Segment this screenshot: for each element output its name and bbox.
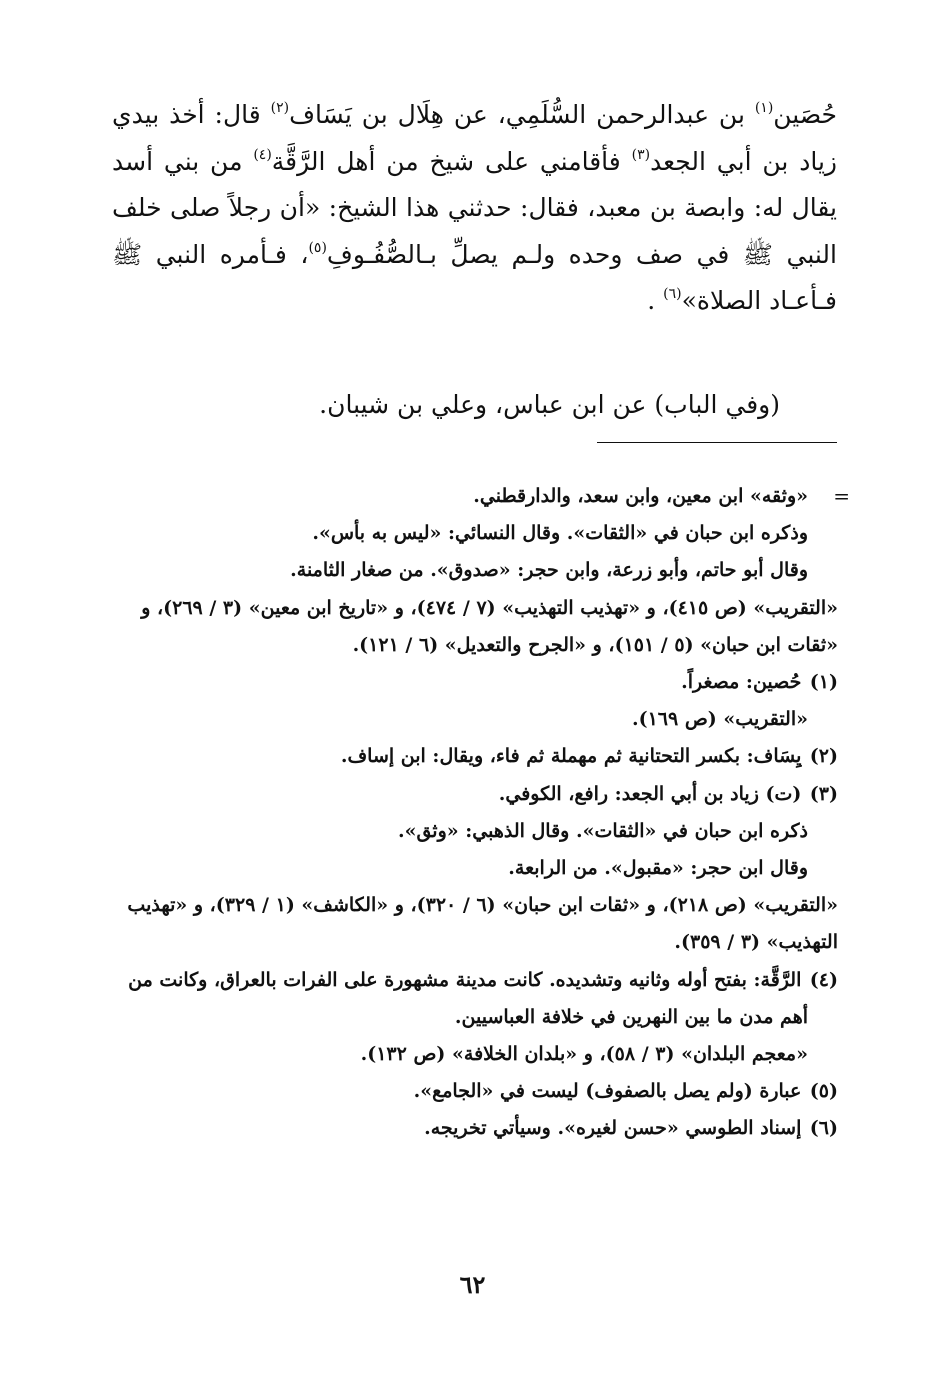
footnote-number: (٦) (809, 1117, 838, 1140)
footnote-3 (120, 776, 838, 962)
footnote-line: «معجم البلدان» (٣ / ٥٨)، و «بلدان الخلافة» (ص ١٣٢). (360, 1043, 808, 1066)
chapter-note: (وفي الباب) عن ابن عباس، وعلي بن شيبان. (319, 390, 780, 419)
footnote-number: (٥) (809, 1080, 838, 1103)
narrator-husayn: حُصَين (773, 100, 837, 129)
footnote-number: (٤) (809, 968, 838, 991)
text-segment: . (647, 286, 664, 315)
footnote-line: يِسَاف: بكسر التحتانية ثم مهملة ثم فاء، ويقال: ابن إساف. (340, 745, 802, 768)
footnote-6 (120, 1110, 838, 1147)
footnote-ref-2: (٢) (270, 100, 290, 116)
footnote-ref-5: (٥) (308, 239, 327, 256)
footnote-line: الرَّقَّة: بفتح أوله وثانيه وتشديده. كانت مدينة مشهورة على الفرات بالعراق، وكانت من أهم مدن ما بين النهرين في خلافة العباسيين. (128, 968, 808, 1028)
footnote-4 (120, 962, 838, 1074)
footnote-number: (٣) (809, 782, 838, 805)
footnote-separator (597, 442, 837, 443)
footnote-line: (ت) زياد بن أبي الجعد: رافع، الكوفي. (498, 782, 802, 805)
text-segment: فأقامني على شيخ من أهل الرَّقَّة (271, 146, 632, 176)
footnote-line: إسناد الطوسي «حسن لغيره». وسيأتي تخريجه. (424, 1117, 802, 1140)
footnote-1 (120, 664, 838, 738)
footnote-continuation (120, 478, 850, 664)
footnote-line: حُصين: مصغراً. (681, 671, 802, 694)
text-segment: بن عبدالرحمن السُّلَمِي، عن هِلَال بن يَسَاف (289, 100, 755, 129)
text-segment: من بني أسد يقال له: وابصة بن معبد، فقال: حدثني هذا الشيخ: «أن رجلاً صلى خلف النبي ﷺ في صف وحده ولـم يصلِّ بـالصُّفُـوفِ (112, 146, 837, 269)
footnote-line: عبارة (ولم يصل بالصفوف) ليست في «الجامع». (413, 1080, 802, 1103)
hadith-paragraph (112, 92, 837, 325)
footnote-line: «التقريب» (ص ٤١٥)، و «تهذيب التهذيب» (٧ / ٤٧٤)، و «تاريخ ابن معين» (٣ / ٢٦٩)، و «ثقات ابن حبان» (٥ / ١٥١)، و «الجرح والتعديل» (٦ / ١٢١). (141, 596, 838, 656)
footnote-ref-6: (٦) (663, 286, 682, 302)
footnote-line: وقال ابن حجر: «مقبول». من الرابعة. (508, 857, 808, 880)
text-segment: قال: أخذ بيدي زياد بن أبي الجعد (112, 100, 837, 176)
footnote-line: «التقريب» (ص ٢١٨)، و «ثقات ابن حبان» (٦ / ٣٢٠)، و «الكاشف» (١ / ٣٢٩)، و «تهذيب التهذيب» (٣ / ٣٥٩). (127, 894, 838, 954)
page-number: ٦٢ (459, 1270, 486, 1299)
footnote-ref-1: (١) (754, 100, 774, 116)
footnote-line: وذكره ابن حبان في «الثقات». وقال النسائي: «ليس به بأس». (312, 522, 808, 545)
footnote-line: «التقريب» (ص ١٦٩). (631, 708, 808, 731)
footnote-5 (120, 1073, 838, 1110)
footnote-number: (٢) (809, 745, 838, 768)
continuation-marker: = (833, 484, 850, 508)
footnote-2 (120, 738, 838, 775)
footnote-ref-4: (٤) (253, 146, 272, 163)
footnote-number: (١) (809, 671, 838, 694)
main-text (112, 92, 837, 325)
footnote-line: ذكره ابن حبان في «الثقات». وقال الذهبي: «وثق». (397, 819, 808, 842)
text-segment: ، فـأمره النبي ﷺ فـأعـاد الصلاة» (112, 239, 837, 315)
footnote-ref-3: (٣) (631, 146, 651, 163)
footnote-line: «وثقه» ابن معين، وابن سعد، والدارقطني. (473, 485, 808, 507)
footnotes (120, 478, 850, 1148)
footnote-line: وقال أبو حاتم، وأبو زرعة، وابن حجر: «صدوق». من صغار الثامنة. (290, 559, 808, 582)
